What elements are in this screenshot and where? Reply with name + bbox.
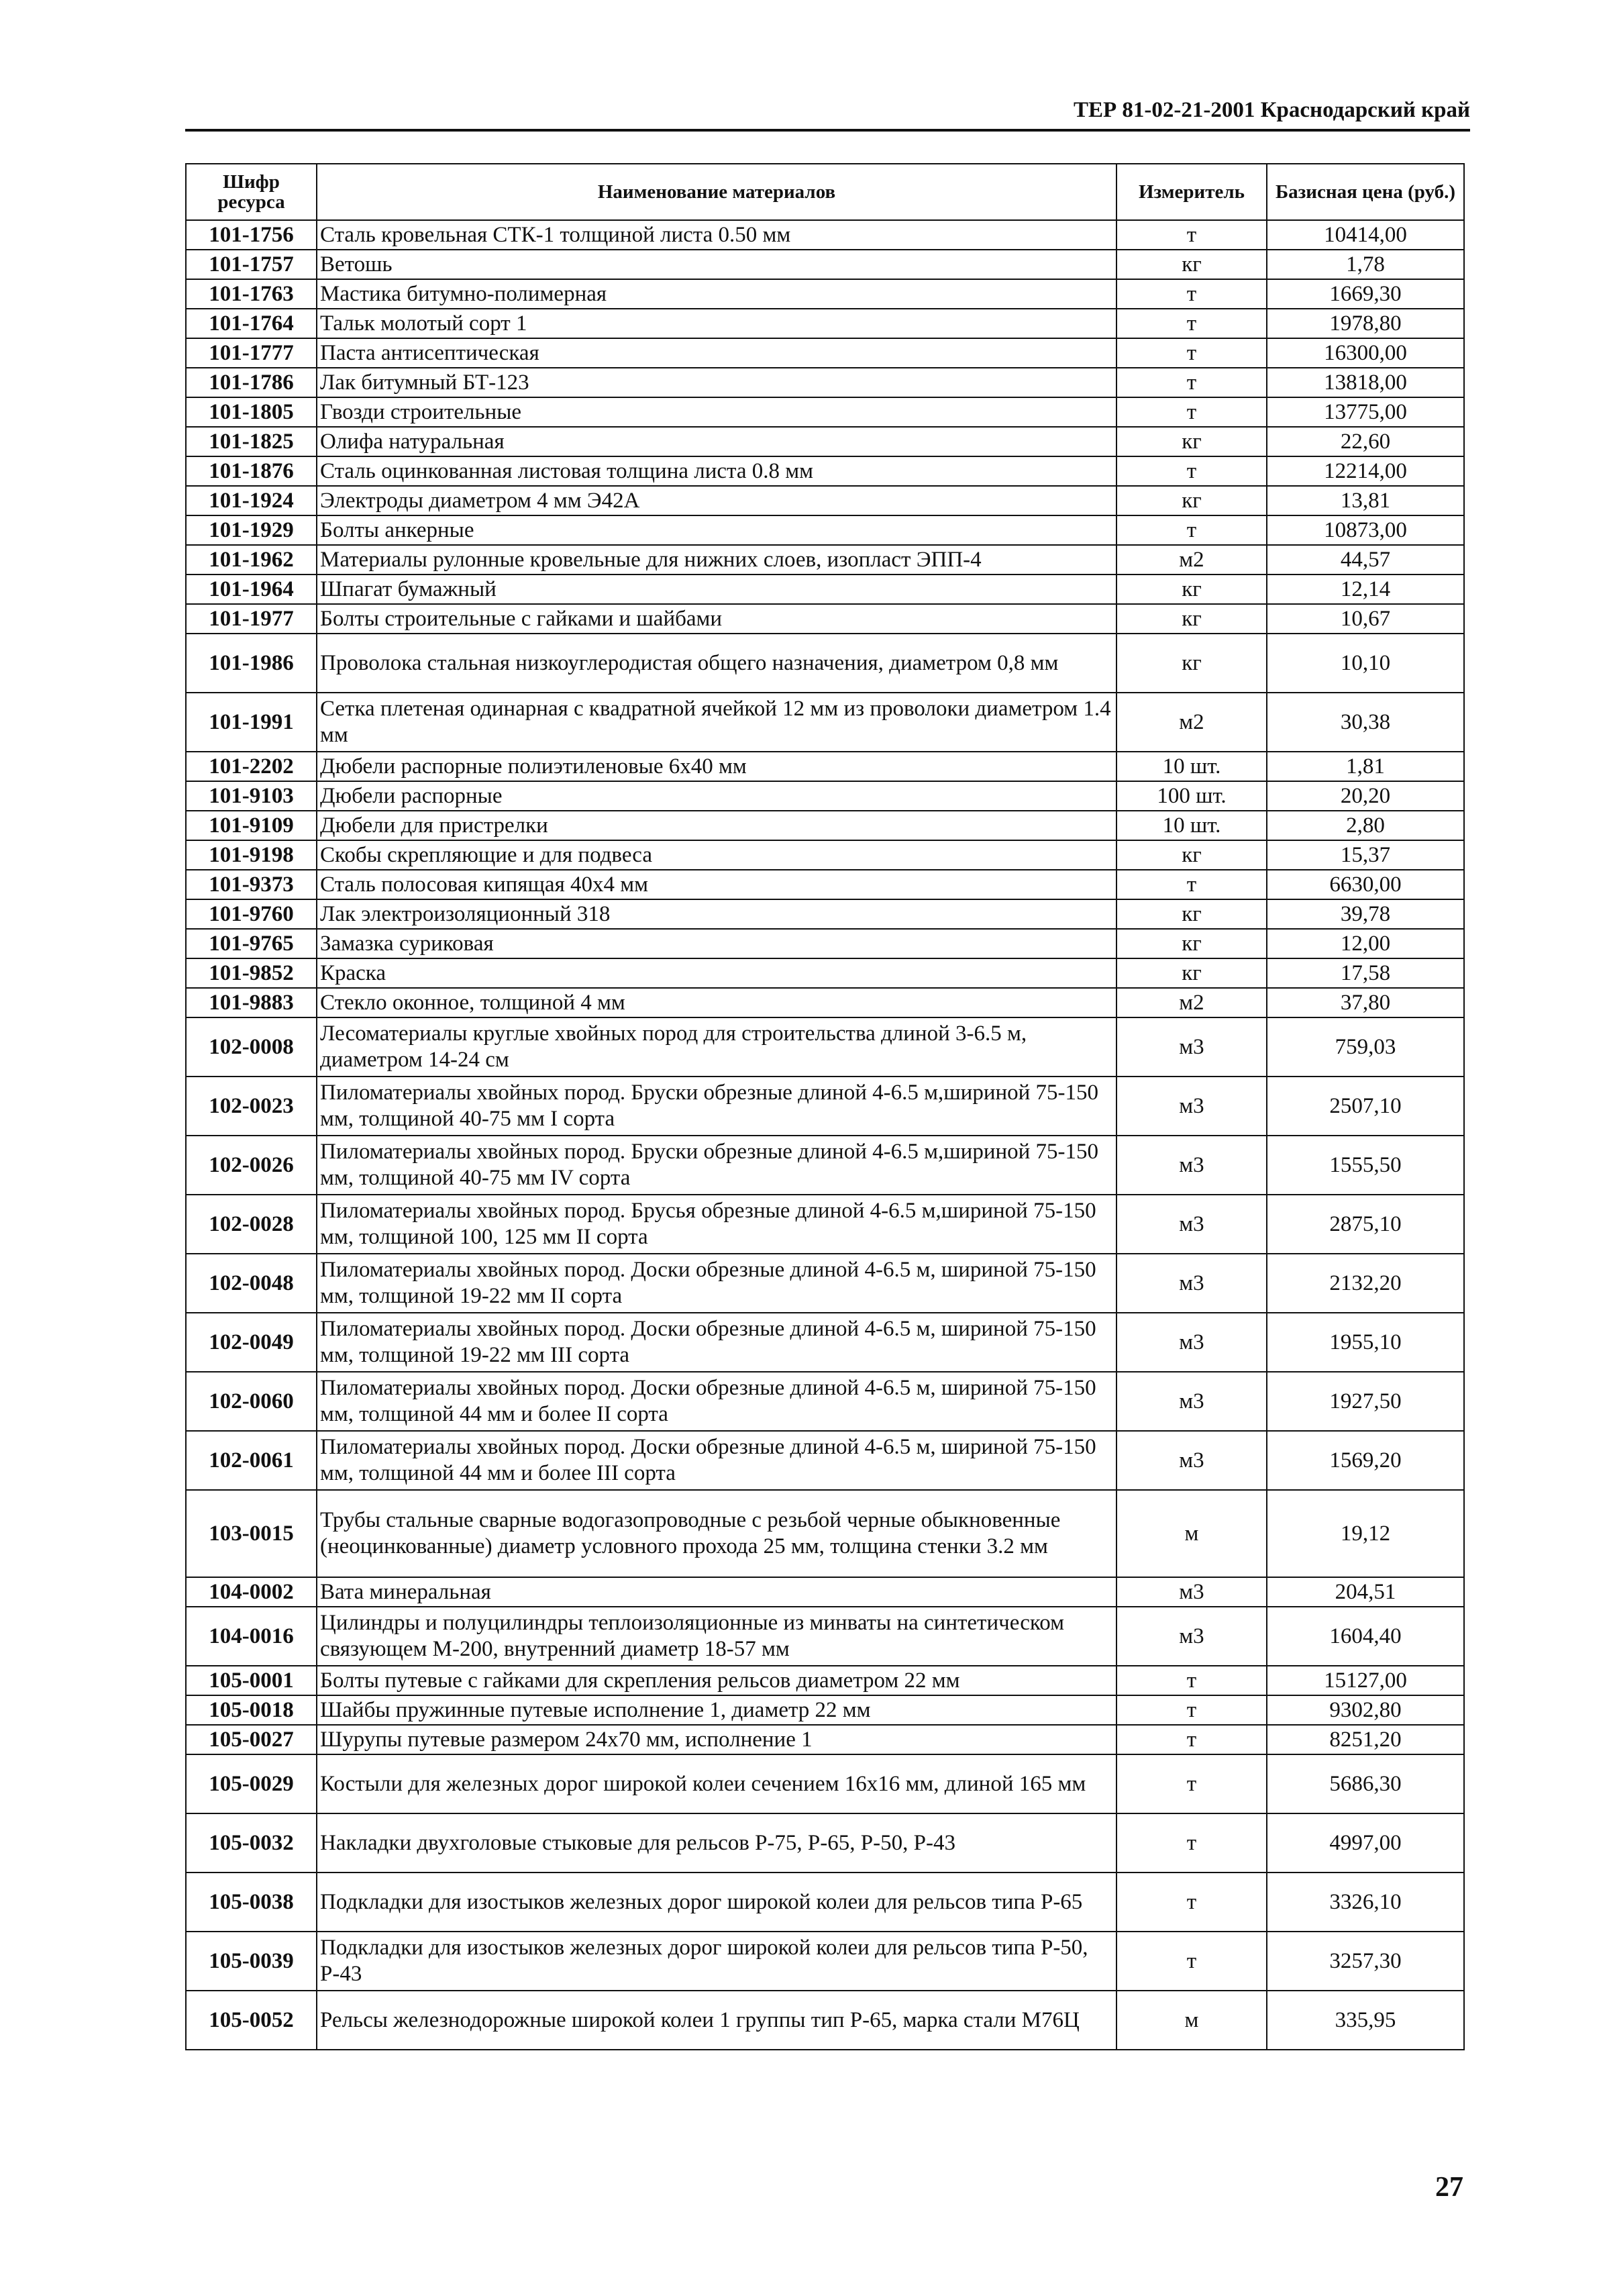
cell-name: Стекло оконное, толщиной 4 мм [317,988,1116,1017]
cell-code: 105-0039 [186,1932,317,1991]
cell-name: Цилиндры и полуцилиндры теплоизоляционные из минваты на синтетическом связующем М-200, внутренний диаметр 18-57 мм [317,1607,1116,1666]
cell-unit: т [1116,870,1267,899]
table-row [186,1490,1464,1577]
cell-name: Пиломатериалы хвойных пород. Доски обрезные длиной 4-6.5 м, шириной 75-150 мм, толщиной 19-22 мм II сорта [317,1254,1116,1313]
cell-code: 101-1786 [186,368,317,397]
table-row [186,338,1464,368]
cell-price: 2875,10 [1267,1195,1464,1254]
cell-code: 101-1764 [186,309,317,338]
cell-name: Пиломатериалы хвойных пород. Бруски обрезные длиной 4-6.5 м,шириной 75-150 мм, толщиной 40-75 мм I сорта [317,1077,1116,1136]
cell-price: 16300,00 [1267,338,1464,368]
cell-price: 15,37 [1267,840,1464,870]
table-row [186,1666,1464,1695]
table-row [186,1017,1464,1077]
cell-unit: кг [1116,929,1267,958]
col-header-name: Наименование материалов [317,164,1116,220]
cell-code: 105-0029 [186,1754,317,1813]
cell-unit: т [1116,1725,1267,1754]
cell-unit: м2 [1116,545,1267,575]
cell-code: 101-1962 [186,545,317,575]
cell-unit: м3 [1116,1313,1267,1372]
cell-code: 102-0023 [186,1077,317,1136]
cell-code: 101-1991 [186,693,317,752]
cell-price: 9302,80 [1267,1695,1464,1725]
cell-code: 105-0027 [186,1725,317,1754]
cell-name: Олифа натуральная [317,427,1116,456]
cell-name: Сталь кровельная СТК-1 толщиной листа 0.50 мм [317,220,1116,250]
cell-name: Гвозди строительные [317,397,1116,427]
cell-price: 10414,00 [1267,220,1464,250]
cell-code: 102-0061 [186,1431,317,1490]
cell-unit: м3 [1116,1372,1267,1431]
cell-code: 105-0038 [186,1873,317,1932]
cell-code: 101-9109 [186,811,317,840]
cell-name: Дюбели распорные полиэтиленовые 6х40 мм [317,752,1116,781]
table-row [186,427,1464,456]
cell-price: 1,81 [1267,752,1464,781]
cell-price: 2,80 [1267,811,1464,840]
table-row [186,870,1464,899]
cell-code: 101-1805 [186,397,317,427]
cell-name: Болты строительные с гайками и шайбами [317,604,1116,634]
cell-name: Подкладки для изостыков железных дорог широкой колеи для рельсов типа Р-65 [317,1873,1116,1932]
cell-unit: м3 [1116,1017,1267,1077]
cell-unit: м3 [1116,1607,1267,1666]
cell-unit: м3 [1116,1254,1267,1313]
cell-name: Дюбели распорные [317,781,1116,811]
cell-code: 101-1756 [186,220,317,250]
cell-name: Скобы скрепляющие и для подвеса [317,840,1116,870]
cell-unit: кг [1116,250,1267,279]
cell-code: 105-0032 [186,1813,317,1873]
cell-unit: кг [1116,840,1267,870]
cell-price: 1604,40 [1267,1607,1464,1666]
cell-unit: м3 [1116,1077,1267,1136]
table-row [186,988,1464,1017]
table-row [186,1607,1464,1666]
cell-code: 105-0052 [186,1991,317,2050]
cell-code: 101-1876 [186,456,317,486]
cell-name: Костыли для железных дорог широкой колеи сечением 16х16 мм, длиной 165 мм [317,1754,1116,1813]
cell-name: Пиломатериалы хвойных пород. Доски обрезные длиной 4-6.5 м, шириной 75-150 мм, толщиной 19-22 мм III сорта [317,1313,1116,1372]
cell-price: 44,57 [1267,545,1464,575]
cell-code: 101-9373 [186,870,317,899]
table-row [186,781,1464,811]
cell-code: 102-0049 [186,1313,317,1372]
cell-name: Болты анкерные [317,515,1116,545]
cell-unit: т [1116,1666,1267,1695]
col-header-code: Шифр ресурса [186,164,317,220]
cell-price: 15127,00 [1267,1666,1464,1695]
cell-code: 104-0016 [186,1607,317,1666]
cell-name: Замазка суриковая [317,929,1116,958]
cell-unit: т [1116,368,1267,397]
cell-code: 101-1929 [186,515,317,545]
cell-price: 10,67 [1267,604,1464,634]
cell-name: Шурупы путевые размером 24х70 мм, исполнение 1 [317,1725,1116,1754]
cell-code: 101-9103 [186,781,317,811]
table-body [186,220,1464,2050]
cell-code: 105-0018 [186,1695,317,1725]
cell-name: Ветошь [317,250,1116,279]
cell-name: Шпагат бумажный [317,575,1116,604]
col-header-price: Базисная цена (руб.) [1267,164,1464,220]
cell-unit: м2 [1116,988,1267,1017]
table-row [186,899,1464,929]
cell-unit: т [1116,456,1267,486]
header-rule [185,129,1470,132]
cell-unit: кг [1116,575,1267,604]
cell-unit: т [1116,1873,1267,1932]
cell-price: 1669,30 [1267,279,1464,309]
table-row [186,456,1464,486]
cell-name: Лесоматериалы круглые хвойных пород для строительства длиной 3-6.5 м, диаметром 14-24 см [317,1017,1116,1077]
table-row [186,397,1464,427]
cell-code: 104-0002 [186,1577,317,1607]
table-row [186,309,1464,338]
cell-unit: м [1116,1991,1267,2050]
cell-unit: м3 [1116,1577,1267,1607]
cell-code: 101-9883 [186,988,317,1017]
table-row [186,575,1464,604]
cell-name: Лак электроизоляционный 318 [317,899,1116,929]
cell-unit: т [1116,1695,1267,1725]
cell-name: Сталь оцинкованная листовая толщина листа 0.8 мм [317,456,1116,486]
cell-name: Пиломатериалы хвойных пород. Доски обрезные длиной 4-6.5 м, шириной 75-150 мм, толщиной 44 мм и более II сорта [317,1372,1116,1431]
cell-price: 3326,10 [1267,1873,1464,1932]
cell-price: 1927,50 [1267,1372,1464,1431]
cell-unit: 10 шт. [1116,752,1267,781]
table-row [186,250,1464,279]
table-row [186,545,1464,575]
table-row [186,1577,1464,1607]
cell-code: 101-9765 [186,929,317,958]
table-row [186,279,1464,309]
table-row [186,1754,1464,1813]
cell-unit: т [1116,397,1267,427]
table-row [186,1254,1464,1313]
cell-unit: т [1116,279,1267,309]
cell-unit: кг [1116,958,1267,988]
table-row [186,1932,1464,1991]
cell-name: Сталь полосовая кипящая 40х4 мм [317,870,1116,899]
cell-name: Проволока стальная низкоуглеродистая общего назначения, диаметром 0,8 мм [317,634,1116,693]
cell-price: 37,80 [1267,988,1464,1017]
table-header-row [186,164,1464,220]
document-header: ТЕР 81-02-21-2001 Краснодарский край [1073,98,1470,122]
cell-unit: м3 [1116,1195,1267,1254]
cell-code: 101-1986 [186,634,317,693]
cell-unit: т [1116,1932,1267,1991]
table-row [186,752,1464,781]
cell-unit: м [1116,1490,1267,1577]
table-row [186,368,1464,397]
cell-code: 101-2202 [186,752,317,781]
cell-price: 1955,10 [1267,1313,1464,1372]
cell-price: 2507,10 [1267,1077,1464,1136]
cell-code: 101-1777 [186,338,317,368]
cell-name: Шайбы пружинные путевые исполнение 1, диаметр 22 мм [317,1695,1116,1725]
cell-code: 102-0048 [186,1254,317,1313]
cell-price: 2132,20 [1267,1254,1464,1313]
cell-code: 101-9760 [186,899,317,929]
cell-name: Электроды диаметром 4 мм Э42А [317,486,1116,515]
cell-code: 105-0001 [186,1666,317,1695]
cell-unit: 10 шт. [1116,811,1267,840]
col-header-unit: Измеритель [1116,164,1267,220]
table-row [186,486,1464,515]
cell-price: 759,03 [1267,1017,1464,1077]
cell-price: 30,38 [1267,693,1464,752]
cell-unit: т [1116,220,1267,250]
table-row [186,1725,1464,1754]
cell-code: 101-1977 [186,604,317,634]
cell-unit: м2 [1116,693,1267,752]
cell-unit: т [1116,338,1267,368]
cell-unit: м3 [1116,1431,1267,1490]
cell-price: 12,14 [1267,575,1464,604]
cell-unit: кг [1116,899,1267,929]
cell-price: 17,58 [1267,958,1464,988]
cell-unit: кг [1116,634,1267,693]
cell-price: 39,78 [1267,899,1464,929]
cell-code: 102-0028 [186,1195,317,1254]
cell-price: 13818,00 [1267,368,1464,397]
cell-unit: м3 [1116,1136,1267,1195]
cell-unit: кг [1116,427,1267,456]
cell-name: Краска [317,958,1116,988]
table-row [186,958,1464,988]
table-row [186,1077,1464,1136]
table-row [186,1431,1464,1490]
cell-code: 101-1964 [186,575,317,604]
cell-name: Дюбели для пристрелки [317,811,1116,840]
table-row [186,1873,1464,1932]
cell-unit: т [1116,309,1267,338]
table-row [186,515,1464,545]
table-row [186,634,1464,693]
cell-code: 101-1757 [186,250,317,279]
cell-name: Пиломатериалы хвойных пород. Бруски обрезные длиной 4-6.5 м,шириной 75-150 мм, толщиной 40-75 мм IV сорта [317,1136,1116,1195]
cell-code: 102-0060 [186,1372,317,1431]
cell-name: Подкладки для изостыков железных дорог широкой колеи для рельсов типа Р-50, Р-43 [317,1932,1116,1991]
cell-code: 101-1825 [186,427,317,456]
cell-unit: кг [1116,486,1267,515]
cell-price: 10873,00 [1267,515,1464,545]
table-row [186,1136,1464,1195]
cell-name: Рельсы железнодорожные широкой колеи 1 группы тип Р-65, марка стали М76Ц [317,1991,1116,2050]
cell-unit: т [1116,515,1267,545]
table-row [186,693,1464,752]
table-row [186,604,1464,634]
cell-name: Лак битумный БТ-123 [317,368,1116,397]
cell-price: 1569,20 [1267,1431,1464,1490]
cell-name: Трубы стальные сварные водогазопроводные с резьбой черные обыкновенные (неоцинкованные) диаметр условного прохода 25 мм, толщина стенки 3.2 мм [317,1490,1116,1577]
cell-name: Вата минеральная [317,1577,1116,1607]
cell-code: 101-9198 [186,840,317,870]
table-row [186,1372,1464,1431]
cell-price: 19,12 [1267,1490,1464,1577]
cell-unit: кг [1116,604,1267,634]
page-number: 27 [1435,2172,1463,2203]
cell-price: 13775,00 [1267,397,1464,427]
cell-name: Накладки двухголовые стыковые для рельсов Р-75, Р-65, Р-50, Р-43 [317,1813,1116,1873]
cell-price: 22,60 [1267,427,1464,456]
cell-price: 8251,20 [1267,1725,1464,1754]
cell-price: 20,20 [1267,781,1464,811]
cell-unit: т [1116,1754,1267,1813]
cell-code: 102-0008 [186,1017,317,1077]
table-row [186,1695,1464,1725]
table-row [186,220,1464,250]
cell-code: 103-0015 [186,1490,317,1577]
cell-price: 3257,30 [1267,1932,1464,1991]
cell-name: Пиломатериалы хвойных пород. Доски обрезные длиной 4-6.5 м, шириной 75-150 мм, толщиной 44 мм и более III сорта [317,1431,1116,1490]
cell-price: 13,81 [1267,486,1464,515]
cell-unit: т [1116,1813,1267,1873]
table-row [186,1991,1464,2050]
cell-name: Сетка плетеная одинарная с квадратной ячейкой 12 мм из проволоки диаметром 1.4 мм [317,693,1116,752]
cell-price: 1555,50 [1267,1136,1464,1195]
cell-name: Пиломатериалы хвойных пород. Брусья обрезные длиной 4-6.5 м,шириной 75-150 мм, толщиной 100, 125 мм II сорта [317,1195,1116,1254]
cell-price: 5686,30 [1267,1754,1464,1813]
cell-unit: 100 шт. [1116,781,1267,811]
cell-name: Тальк молотый сорт 1 [317,309,1116,338]
cell-code: 101-1924 [186,486,317,515]
cell-code: 102-0026 [186,1136,317,1195]
cell-code: 101-9852 [186,958,317,988]
cell-price: 1978,80 [1267,309,1464,338]
table-row [186,840,1464,870]
table-row [186,1195,1464,1254]
cell-price: 6630,00 [1267,870,1464,899]
table-row [186,929,1464,958]
cell-code: 101-1763 [186,279,317,309]
table-row [186,811,1464,840]
cell-price: 204,51 [1267,1577,1464,1607]
cell-name: Мастика битумно-полимерная [317,279,1116,309]
table-row [186,1813,1464,1873]
cell-price: 12,00 [1267,929,1464,958]
materials-table [185,163,1465,2050]
cell-price: 335,95 [1267,1991,1464,2050]
cell-name: Материалы рулонные кровельные для нижних слоев, изопласт ЭПП-4 [317,545,1116,575]
cell-name: Паста антисептическая [317,338,1116,368]
cell-price: 12214,00 [1267,456,1464,486]
table-row [186,1313,1464,1372]
cell-price: 4997,00 [1267,1813,1464,1873]
cell-price: 1,78 [1267,250,1464,279]
cell-price: 10,10 [1267,634,1464,693]
cell-name: Болты путевые с гайками для скрепления рельсов диаметром 22 мм [317,1666,1116,1695]
